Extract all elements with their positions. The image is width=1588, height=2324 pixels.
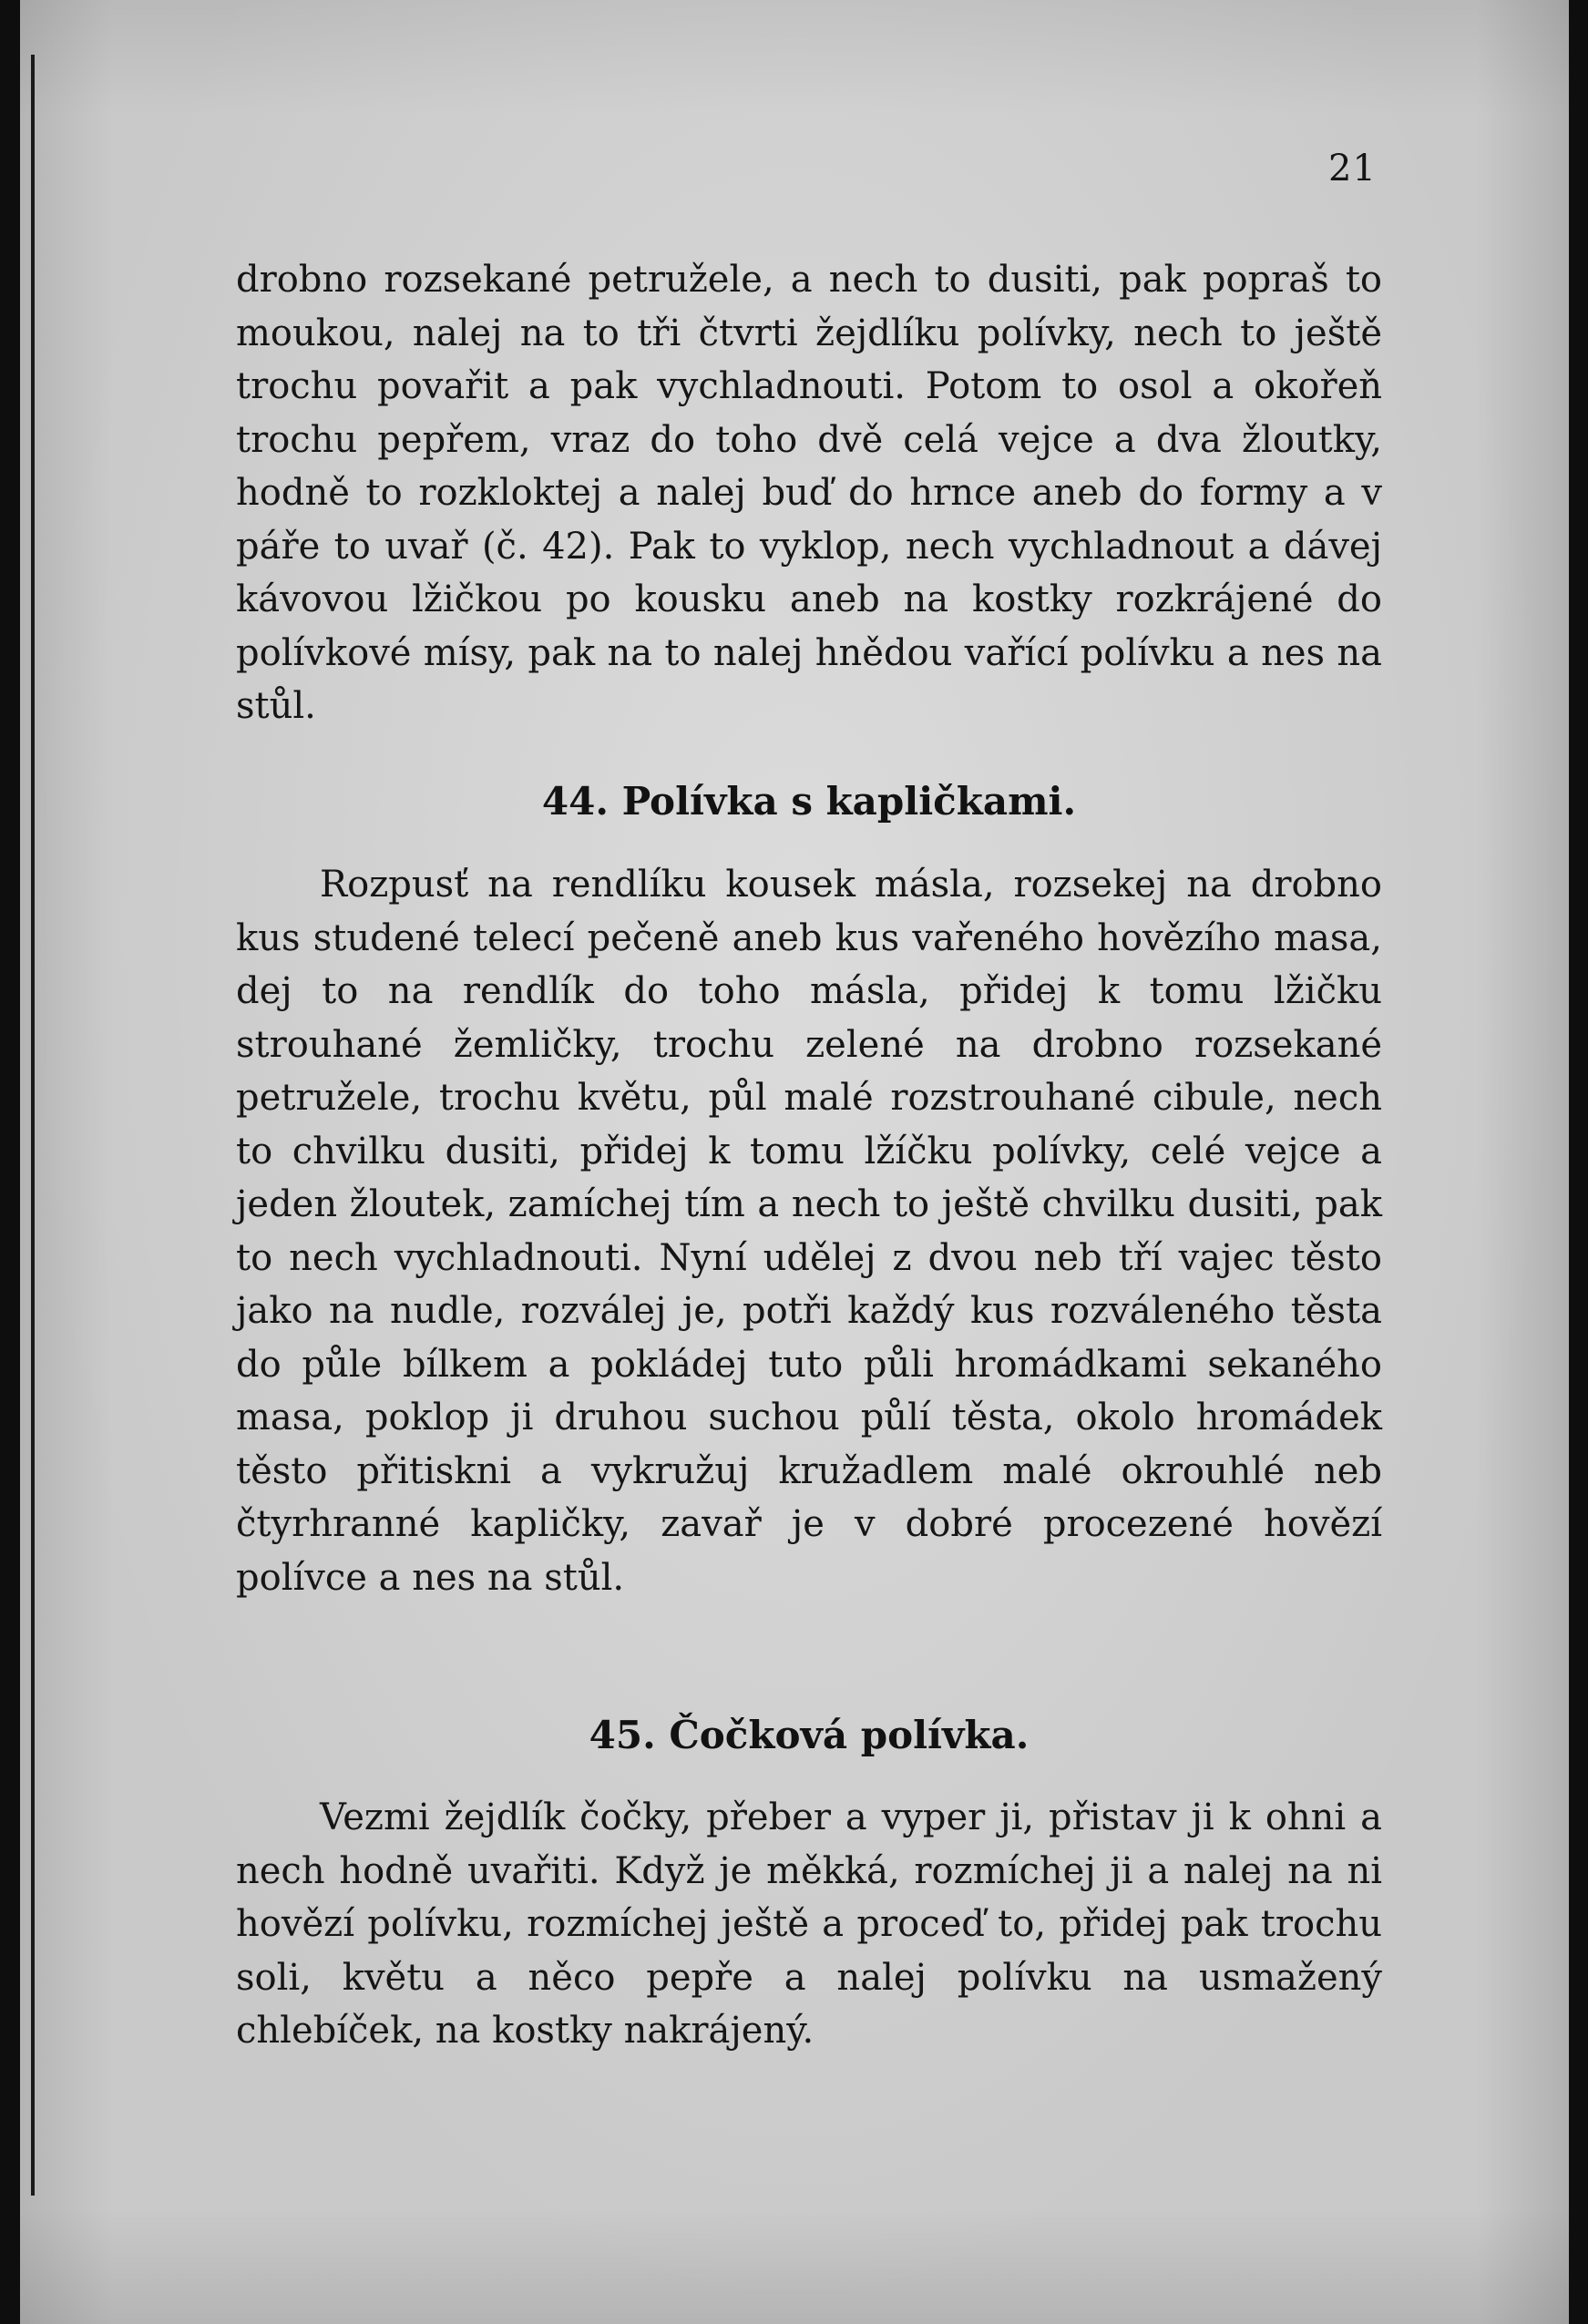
recipe-44-body — [236, 858, 1382, 1604]
paragraph-text: drobno rozsekané petružele, a nech to dusiti, pak popraš to moukou, nalej na to tři čtvrti žejdlíku polívky, nech to ještě trochu povařit a pak vychladnouti. Potom to osol a okořeň trochu pepřem, vraz do toho dvě celá vejce a dva žloutky, hodně to rozkloktej a nalej buď do hrnce aneb do formy a v páře to uvař (č. 42). Pak to vyklop, nech vychladnout a dávej kávovou lžičkou po kousku aneb na kostky rozkrájené do polívkové mísy, pak na to nalej hnědou vařící polívku a nes na stůl. — [236, 259, 1382, 727]
paragraph-text: Rozpusť na rendlíku kousek másla, rozsekej na drobno kus studené telecí pečeně aneb kus vařeného hovězího masa, dej to na rendlík do toho másla, přidej k tomu lžičku strouhané žemličky, trochu zelené na drobno rozsekané petružele, trochu květu, půl malé rozstrouhané cibule, nech to chvilku dusiti, přidej k tomu lžíčku polívky, celé vejce a jeden žloutek, zamíchej tím a nech to ještě chvilku dusiti, pak to nech vychladnouti. Nyní udělej z dvou neb tří vajec těsto jako na nudle, rozválej je, potři každý kus rozváleného těsta do půle bílkem a pokládej tuto půli hromádkami sekaného masa, poklop ji druhou suchou půlí těsta, okolo hromádek těsto přitiskni a vykružuj kružadlem malé okrouhlé neb čtyrhranné kapličky, zavař je v dobré procezené hovězí polívce a nes na stůl. — [236, 864, 1382, 1599]
book-page — [20, 0, 1569, 2324]
page-number: 21 — [1328, 148, 1377, 189]
recipe-45-body — [236, 1791, 1382, 2058]
paragraph-text: Vezmi žejdlík čočky, přeber a vyper ji, přistav ji k ohni a nech hodně uvařiti. Když je měkká, rozmíchej ji a nalej na ni hovězí polívku, rozmíchej ještě a proceď to, přidej pak trochu soli, květu a něco pepře a nalej polívku na usmažený chlebíček, na kostky nakrájený. — [236, 1797, 1382, 2052]
paragraph-continued — [236, 253, 1382, 733]
recipe-heading-45: 45. Čočková polívka. — [589, 1713, 1030, 1757]
page-edge-rule — [31, 55, 35, 2196]
recipe-heading-44: 44. Polívka s kapličkami. — [541, 779, 1077, 824]
